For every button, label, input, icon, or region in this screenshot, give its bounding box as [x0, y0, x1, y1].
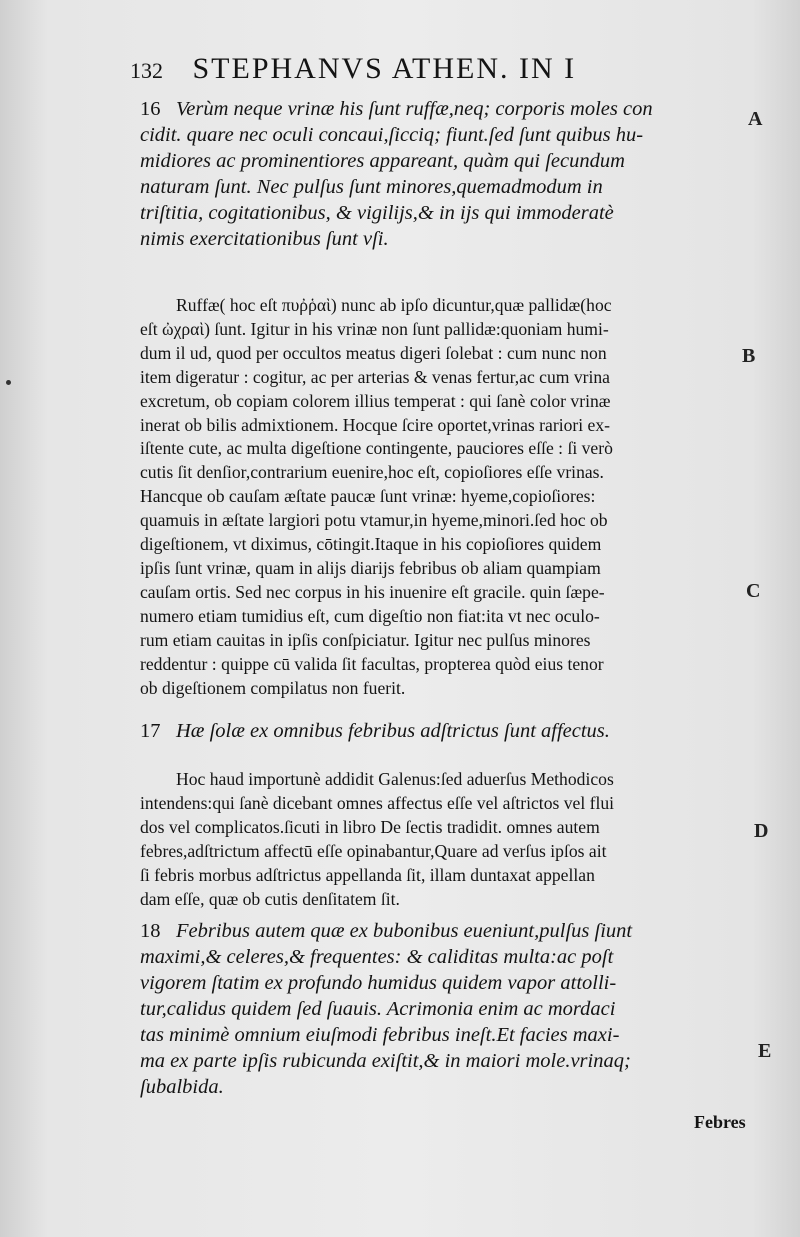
margin-letter-d: D [754, 820, 769, 842]
line-text: Hæ ſolæ ex omnibus febribus adſtrictus ſunt affectus. [176, 720, 610, 742]
text-line [140, 390, 755, 414]
text-line [140, 840, 755, 864]
margin-letter-b: B [742, 345, 756, 367]
text-line [140, 768, 755, 792]
text-section-3 [140, 718, 755, 744]
text-line [140, 437, 755, 461]
text-line [140, 1048, 755, 1074]
line-text: maximi,& celeres,& frequentes: & caliditas multa:ac poſt [140, 946, 614, 968]
text-line [140, 629, 755, 653]
line-text: quamuis in æſtate largiori potu vtamur,in hyeme,minori.ſed hoc ob [140, 510, 608, 531]
line-text: ſi febris morbus adſtrictus appellanda ſit, illam duntaxat appellan [140, 864, 595, 885]
line-text: dam eſſe, quæ ob cutis denſitatem ſit. [140, 888, 400, 909]
line-text: ipſis ſunt vrinæ, quam in alijs diarijs febribus ob aliam quampiam [140, 557, 601, 578]
text-line [140, 318, 755, 342]
text-line [140, 509, 755, 533]
text-line [140, 944, 755, 970]
section-number: 18 [140, 920, 161, 942]
line-text: cidit. quare nec oculi concaui,ſicciq; fiunt.ſed ſunt quibus hu- [140, 124, 644, 146]
text-line [140, 200, 755, 226]
text-line [140, 485, 755, 509]
line-text: febres,adſtrictum affectū eſſe opinabantur,Quare ad verſus ipſos ait [140, 840, 607, 861]
line-text: reddentur : quippe cū valida ſit facultas, propterea quòd eius tenor [140, 653, 604, 674]
ink-speck [6, 380, 11, 385]
line-text: naturam ſunt. Nec pulſus ſunt minores,quemadmodum in [140, 176, 603, 198]
text-line [140, 294, 755, 318]
page-number: 132 [130, 58, 163, 83]
line-text: ma ex parte ipſis rubicunda exiſtit,& in maiori mole.vrinaq; [140, 1050, 631, 1072]
line-text: excretum, ob copiam colorem illius temperat : qui ſanè color vrinæ [140, 390, 611, 411]
text-line [140, 533, 755, 557]
text-line [140, 792, 755, 816]
line-text: Hoc haud importunè addidit Galenus:ſed aduerſus Methodicos [176, 769, 614, 789]
line-text: Febribus autem quæ ex bubonibus eueniunt,pulſus ſiunt [176, 920, 633, 942]
text-line [140, 1022, 755, 1048]
line-text: Ruffæ( hoc eſt πυῤῥαὶ) nunc ab ipſo dicuntur,quæ pallidæ(hoc [176, 295, 612, 315]
line-text: numero etiam tumidius eſt, cum digeſtio non fiat:ita vt nec oculo- [140, 605, 600, 626]
text-line [140, 366, 755, 390]
catchword: Febres [694, 1112, 746, 1132]
text-line [140, 970, 755, 996]
text-section-4 [140, 768, 755, 911]
line-text: dos vel complicatos.ſicuti in libro De ſectis tradidit. omnes autem [140, 816, 600, 837]
line-text: intendens:qui ſanè dicebant omnes affectus eſſe vel aſtrictos vel flui [140, 792, 615, 813]
margin-letter-e: E [758, 1040, 772, 1062]
text-line [140, 718, 755, 744]
text-section-2 [140, 294, 755, 700]
text-line [140, 122, 755, 148]
text-section-5 [140, 918, 755, 1100]
text-line [140, 918, 755, 944]
text-line [140, 342, 755, 366]
text-line [140, 96, 755, 122]
text-line [140, 996, 755, 1022]
text-line [140, 148, 755, 174]
text-line [140, 864, 755, 888]
running-title: STEPHANVS ATHEN. IN I [192, 52, 577, 85]
line-text: midiores ac prominentiores appareant, quàm qui ſecundum [140, 150, 625, 172]
line-text: iſtente cute, ac multa digeſtione contingente, pauciores eſſe : ſi verò [140, 438, 613, 459]
line-text: eſt ὠχραὶ) ſunt. Igitur in his vrinæ non ſunt pallidæ:quoniam humi- [140, 318, 609, 339]
line-text: rum etiam cauitas in ipſis conſpiciatur. Igitur nec pulſus minores [140, 629, 591, 650]
text-line [140, 174, 755, 200]
line-text: vigorem ſtatim ex profundo humidus quidem vapor attolli- [140, 972, 617, 994]
line-text: digeſtionem, vt diximus, cōtingit.Itaque in his copioſiores quidem [140, 534, 602, 555]
text-line [140, 888, 755, 912]
line-text: ob digeſtionem compilatus non fuerit. [140, 677, 406, 698]
section-number: 17 [140, 720, 161, 742]
line-text: ſubalbida. [140, 1076, 224, 1098]
text-section-1 [140, 96, 755, 252]
text-line [140, 605, 755, 629]
text-line [140, 461, 755, 485]
line-text: tur,calidus quidem ſed ſuauis. Acrimonia enim ac mordaci [140, 998, 616, 1020]
margin-letter-a: A [748, 108, 763, 130]
page-header [130, 52, 730, 92]
line-text: dum il ud, quod per occultos meatus digeri ſolebat : cum nunc non [140, 342, 607, 363]
text-line [140, 816, 755, 840]
line-text: Verùm neque vrinæ his ſunt ruffæ,neq; corporis moles con [176, 98, 653, 120]
line-text: Hancque ob cauſam æſtate paucæ ſunt vrinæ: hyeme,copioſiores: [140, 486, 596, 507]
line-text: tas minimè omnium eiuſmodi febribus ineſt.Et facies maxi- [140, 1024, 620, 1046]
text-line [140, 581, 755, 605]
text-line [140, 653, 755, 677]
line-text: inerat ob bilis admixtionem. Hocque ſcire oportet,vrinas rariori ex- [140, 414, 610, 435]
line-text: item digeratur : cogitur, ac per arterias & venas fertur,ac cum vrina [140, 366, 610, 387]
text-line [140, 226, 755, 252]
line-text: nimis exercitationibus ſunt vſi. [140, 228, 389, 250]
margin-letter-c: C [746, 580, 761, 602]
line-text: cauſam ortis. Sed nec corpus in his inuenire eſt gracile. quin ſæpe- [140, 581, 605, 602]
line-text: triſtitia, cogitationibus, & vigilijs,& in ijs qui immoderatè [140, 202, 614, 224]
text-line [140, 677, 755, 701]
section-number: 16 [140, 98, 161, 120]
text-line [140, 1074, 755, 1100]
text-line [140, 557, 755, 581]
text-line [140, 414, 755, 438]
line-text: cutis ſit denſior,contrarium euenire,hoc eſt, copioſiores eſſe vrinas. [140, 462, 604, 483]
